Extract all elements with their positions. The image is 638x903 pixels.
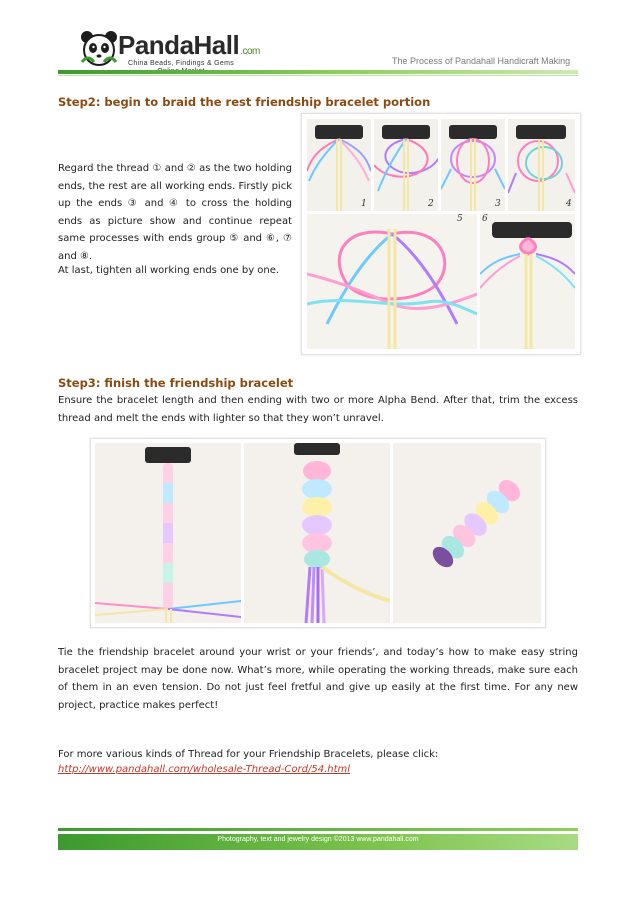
photo-number-6: 6 xyxy=(482,214,488,224)
footer-copyright: Photography, text and jewelry design ©2013 www.pandahall.com xyxy=(217,836,419,843)
step3-photo-strip xyxy=(90,438,546,628)
photo-number-3: 3 xyxy=(495,199,501,209)
brand-name: PandaHall.com xyxy=(118,30,260,60)
step3-photo-2 xyxy=(244,443,390,623)
step3-instructions: Ensure the bracelet length and then ending with two or more Alpha Bend. After that, trim the excess thread and melt the ends with lighter so that they won’t unravel. xyxy=(58,395,578,424)
step2-photo-5 xyxy=(307,214,477,349)
header-divider xyxy=(58,70,578,74)
photo-number-4: 4 xyxy=(566,199,572,209)
page-header xyxy=(0,0,638,100)
header-divider-thin xyxy=(58,75,578,76)
step2-photo-2 xyxy=(374,119,438,211)
footer-divider xyxy=(58,828,578,831)
page-footer xyxy=(58,834,578,850)
step2-photo-3 xyxy=(441,119,505,211)
step2-instructions: Regard the thread ① and ② as the two holding ends, the rest are all working ends. Firstly pick up the ends ③ and ④ to cross the holding ends as picture show and continue repeat same processes with ends group ⑤ and ⑥, ⑦ and ⑧. xyxy=(58,163,292,262)
pandahall-logo[interactable] xyxy=(78,22,278,74)
brand-tagline: China Beads, Findings & Gems xyxy=(127,60,235,67)
step3-heading: Step3: finish the friendship bracelet xyxy=(58,376,294,390)
photo-number-1: 1 xyxy=(361,199,367,209)
step3-photo-3 xyxy=(393,443,541,623)
step2-heading: Step2: begin to braid the rest friendship bracelet portion xyxy=(58,95,431,109)
photo-number-5: 5 xyxy=(457,214,463,224)
header-title: The Process of Pandahall Handicraft Making xyxy=(392,56,571,66)
step3-photo-1 xyxy=(95,443,241,623)
step2-photo-6 xyxy=(480,214,575,349)
thread-cord-link[interactable]: http://www.pandahall.com/wholesale-Thread-Cord/54.html xyxy=(58,764,351,775)
step2-photo-grid xyxy=(301,113,581,355)
photo-number-2: 2 xyxy=(428,199,434,209)
step2-tighten-note: At last, tighten all working ends one by one. xyxy=(58,265,280,276)
more-threads-text: For more various kinds of Thread for your Friendship Bracelets, please click: xyxy=(58,749,439,760)
panda-icon xyxy=(78,28,120,70)
step2-photo-4 xyxy=(508,119,575,211)
step2-photo-1 xyxy=(307,119,371,211)
closing-paragraph: Tie the friendship bracelet around your wrist or your friends’, and today’s how to make easy string bracelet project may be done now. What’s more, while operating the working threads, make sure each of them in an even tension. Do not just feel fretful and give up easily at the first time. For any new project, practice makes perfect! xyxy=(58,647,578,711)
